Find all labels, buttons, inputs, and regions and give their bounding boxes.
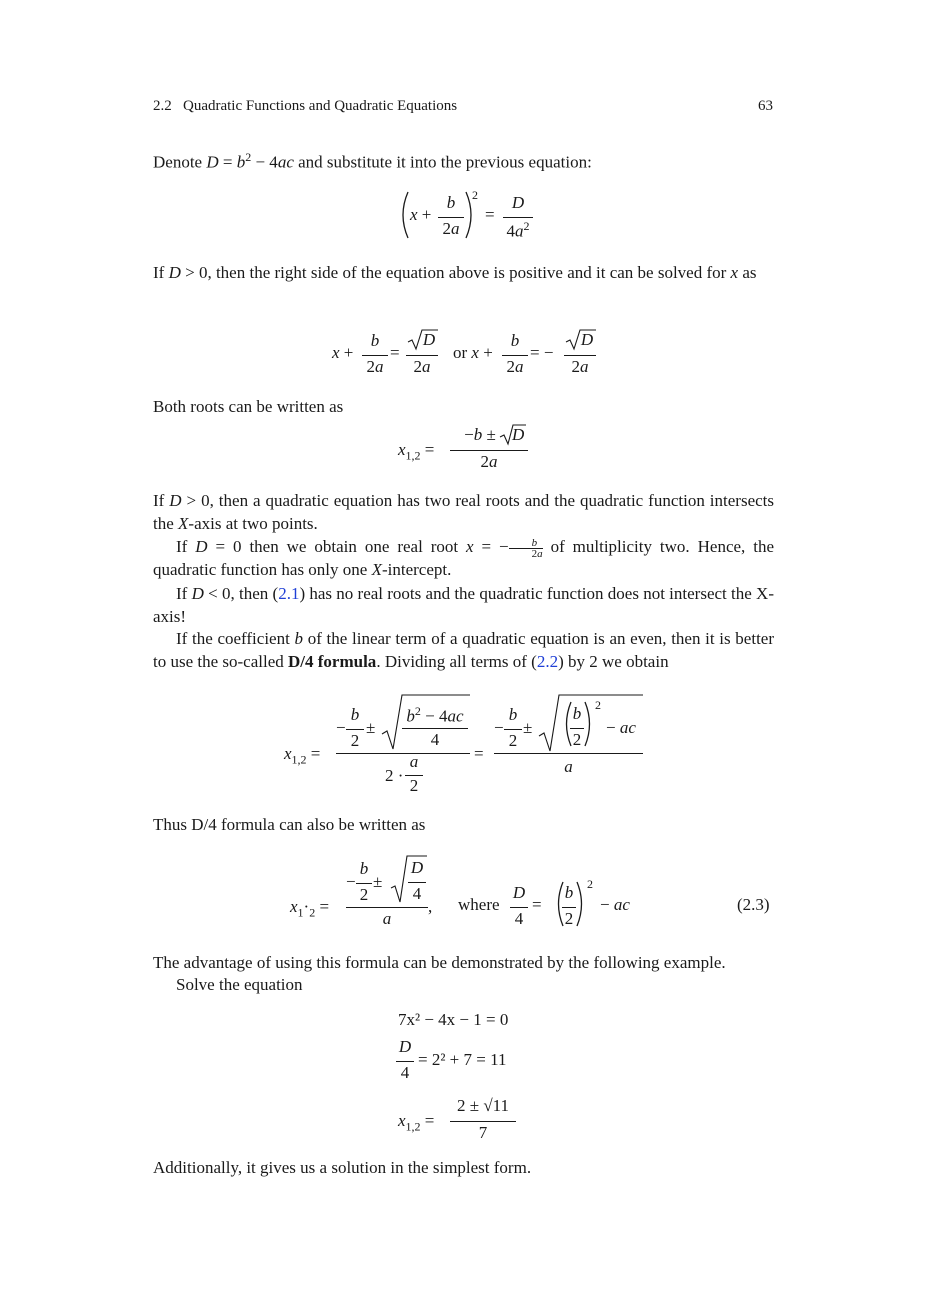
paragraph-one-root: If D = 0 then we obtain one real root $x = -\frac{b}{2a}$ of multiplicity two. Hence, the quadratic function has only one X-intercept. [153, 536, 774, 579]
paragraph-solve: Solve the equation [176, 975, 303, 994]
paragraph-two-roots: If D > 0, then a quadratic equation has two real roots and the quadratic function intersects the X-axis at two points. [153, 491, 775, 533]
book-page: 2.2 Quadratic Functions and Quadratic Equations 63 Denote $D = b^2 - 4ac$ and substitute it into the previous equation: x + b 2a 2 = D $4a^2$ If D > 0, then the right side of the equation above is positive and it can be solved for x as x + b 2a = D 2a or x + b 2a = − D 2a Both roots can be written as $x_{1,2}$ = −b ± D 2a If D > 0, then a quadratic equation has two real roots and the quadratic function intersects the X-axis at two points. If D = 0 then we obtain one real root $x = -\frac{b}{2a}$ of multiplicity two. Hence, the quadratic function has only one X-intercept. If D < 0, then (2.1) has no real roots and the quadratic function does not intersect the X-axis! If the coefficient b of the linear term of a quadratic equation is an even, then it is better to use the so-called D/4 formula. Dividing all terms of (2.2) by 2 we obtain $x_{1,2}$ = − b 2 ± $b^2 - 4ac$ 4 2 · a 2 = − b 2 ± b 2 2 − ac a Thus D/4 formula can also be written as $x_1\cdot_2$ = − b 2 ± D 4 a , where D 4 = b 2 2 − ac (2.3) The advantage of using this formula can be demonstrated by the following example. Solve the equation 7x² − 4x − 1 = 0 D 4 = 2² + 7 = 11 $x_{1,2}$ = 2 ± √11 7 Additionally, it gives us a solution in the simplest form. [0, 0, 926, 1309]
example-d4-value: = 2² + 7 = 11 [418, 1050, 507, 1069]
example-root-numerator: 2 ± √11 [456, 1096, 510, 1115]
paragraph-d4-formula: If the coefficient b of the linear term of a quadratic equation is an even, then it is better to use the so-called D/4 formula. Dividing all terms of (2.2) by 2 we obtain [153, 629, 774, 671]
paragraph-denote: Denote $D = b^2 - 4ac$ and substitute it into the previous equation: [153, 150, 592, 172]
equation-link-2-2[interactable]: 2.2 [536, 651, 559, 671]
paragraph-additionally: Additionally, it gives us a solution in the simplest form. [153, 1158, 532, 1177]
paragraph-both-roots: Both roots can be written as [153, 397, 344, 416]
paragraph-advantage: The advantage of using this formula can be demonstrated by the following example. [153, 953, 726, 972]
paragraph-no-roots: If D < 0, then (2.1) has no real roots and the quadratic function does not intersect the X-axis! [153, 584, 774, 626]
example-root-denominator: 7 [478, 1123, 488, 1142]
equation-link-2-1[interactable]: 2.1 [278, 584, 300, 603]
section-number: 2.2 [153, 98, 172, 114]
example-equation-line: 7x² − 4x − 1 = 0 [398, 1010, 509, 1029]
running-header [153, 98, 457, 115]
section-title: Quadratic Functions and Quadratic Equations [183, 98, 458, 114]
equation-number: (2.3) [737, 895, 770, 914]
page-number: 63 [758, 98, 773, 114]
paragraph-positive-d: If D > 0, then the right side of the equation above is positive and it can be solved for x as [153, 263, 757, 282]
paragraph-thus: Thus D/4 formula can also be written as [153, 815, 426, 834]
